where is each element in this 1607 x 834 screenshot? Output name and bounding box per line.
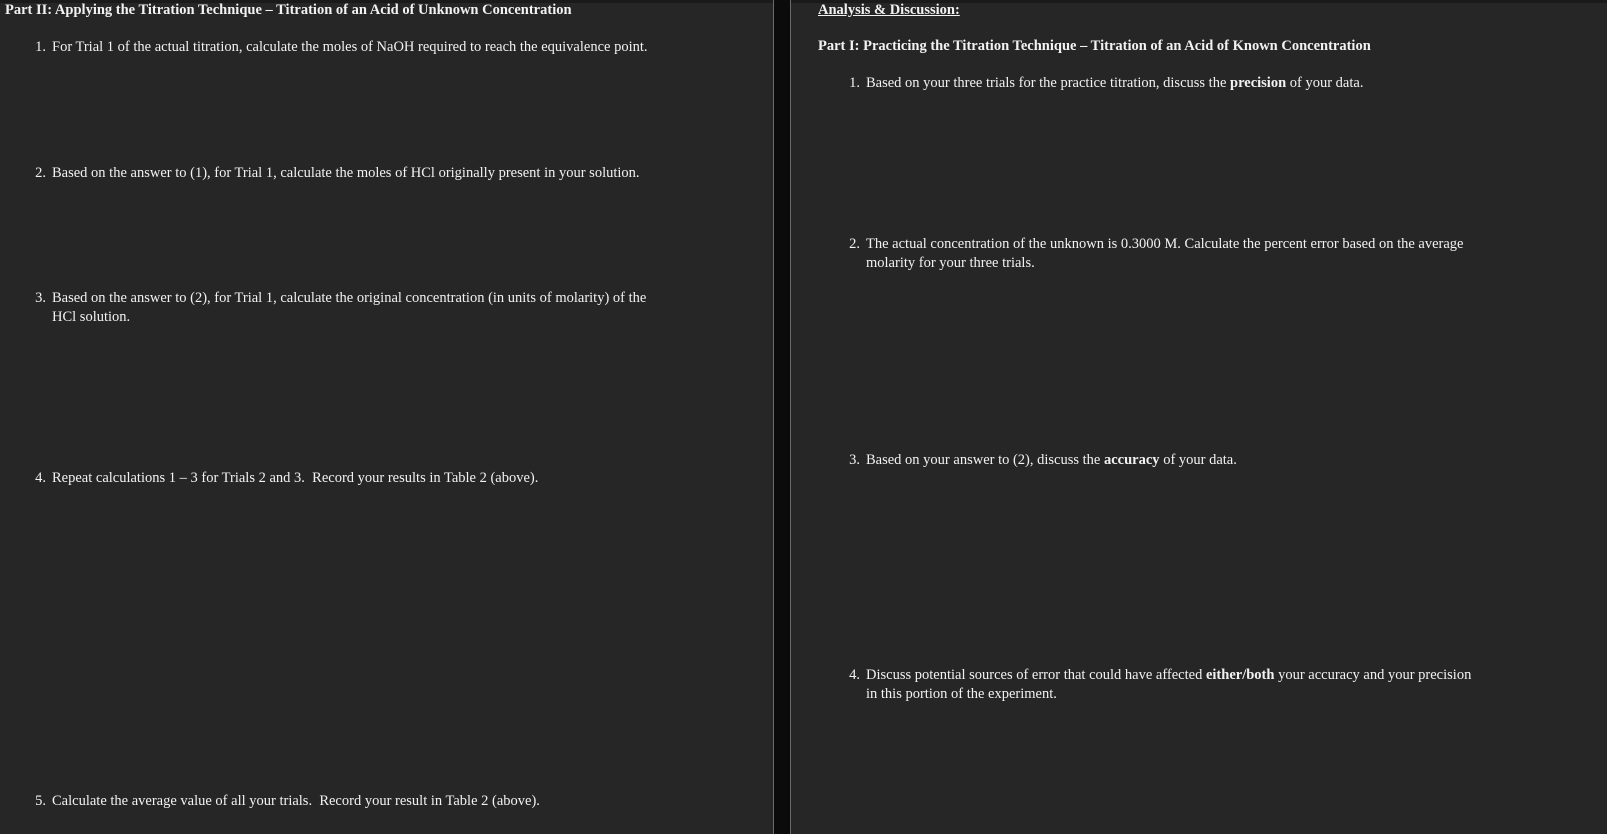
emphasis-precision: precision xyxy=(1230,75,1287,91)
emphasis-either-both: either/both xyxy=(1205,667,1275,683)
question-text: Discuss potential sources of error that could have affected either/both your accuracy and your precision xyxy=(866,667,1472,683)
question-text-continued: molarity for your three trials. xyxy=(866,255,1035,271)
question-text: For Trial 1 of the actual titration, calculate the moles of NaOH required to reach the equivalence point. xyxy=(52,39,648,55)
left-page xyxy=(0,0,774,834)
question-number: 2. xyxy=(849,236,860,252)
question-text: The actual concentration of the unknown is 0.3000 M. Calculate the percent error based on the average xyxy=(866,236,1464,252)
question-item xyxy=(842,666,1582,706)
question-item xyxy=(842,235,1582,275)
question-number: 4. xyxy=(35,470,46,486)
question-number: 3. xyxy=(35,290,46,306)
analysis-discussion-title: Analysis & Discussion: xyxy=(818,2,960,18)
question-number: 2. xyxy=(35,165,46,181)
question-number: 1. xyxy=(35,39,46,55)
part-two-heading: Part II: Applying the Titration Technique – Titration of an Acid of Unknown Concentration xyxy=(5,2,572,18)
question-text-continued: in this portion of the experiment. xyxy=(866,686,1057,702)
question-text: Repeat calculations 1 – 3 for Trials 2 and 3. Record your results in Table 2 (above). xyxy=(52,470,539,486)
question-text: Based on the answer to (1), for Trial 1, calculate the moles of HCl originally present in your solution. xyxy=(52,165,640,181)
question-item xyxy=(28,289,748,329)
question-number: 3. xyxy=(849,452,860,468)
question-text: Based on the answer to (2), for Trial 1, calculate the original concentration (in units of molarity) of the xyxy=(52,290,647,306)
right-page xyxy=(790,0,1607,834)
page-gutter xyxy=(774,0,790,834)
question-text: Based on your three trials for the practice titration, discuss the precision of your data. xyxy=(866,75,1364,91)
question-text-continued: HCl solution. xyxy=(52,309,131,325)
question-text: Based on your answer to (2), discuss the accuracy of your data. xyxy=(866,452,1237,468)
part-one-heading: Part I: Practicing the Titration Technique – Titration of an Acid of Known Concentration xyxy=(818,38,1371,54)
emphasis-accuracy: accuracy xyxy=(1104,452,1160,468)
question-number: 1. xyxy=(849,75,860,91)
question-number: 4. xyxy=(849,667,860,683)
question-text: Calculate the average value of all your trials. Record your result in Table 2 (above). xyxy=(52,793,540,809)
question-number: 5. xyxy=(35,793,46,809)
